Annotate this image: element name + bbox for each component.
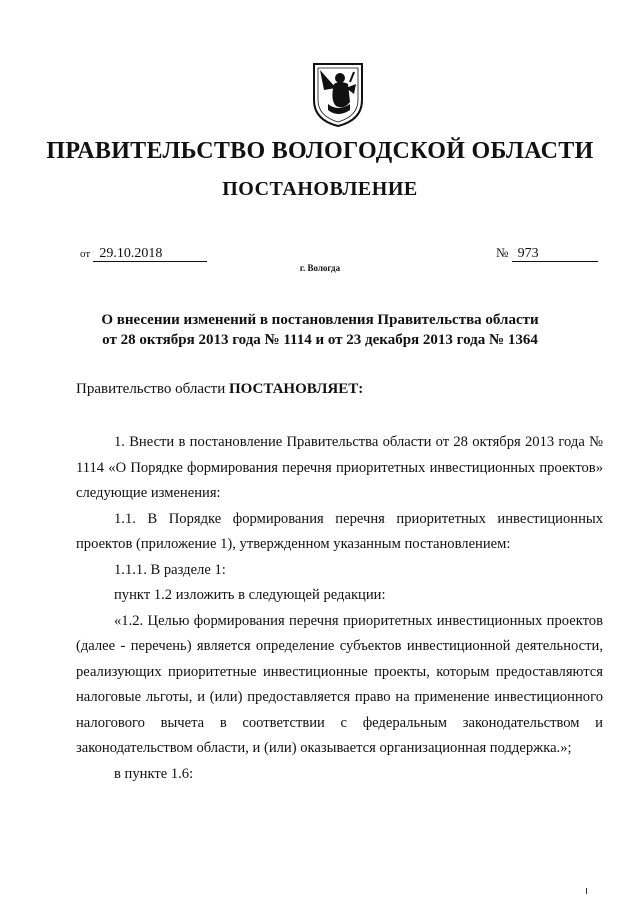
city-label: г. Вологда [299, 263, 341, 273]
coat-of-arms-icon [310, 60, 366, 128]
government-title: ПРАВИТЕЛЬСТВО ВОЛОГОДСКОЙ ОБЛАСТИ [46, 138, 594, 164]
subject-line-2: от 28 октября 2013 года № 1114 и от 23 декабря 2013 года № 1364 [102, 332, 538, 348]
date-label: от [80, 248, 91, 260]
document-type-heading: ПОСТАНОВЛЕНИЕ [222, 178, 418, 200]
page-mark [586, 888, 587, 894]
paragraph-3: 1.1.1. В разделе 1: [114, 561, 226, 578]
document-date [80, 245, 207, 262]
paragraph-2: 1.1. В Порядке формирования перечня приоритетных инвестиционных проектов (приложение 1), утвержденном указанным постановлением: [76, 510, 603, 552]
document-subject [60, 310, 580, 350]
preamble-emphasis: ПОСТАНОВЛЯЕТ: [228, 381, 364, 397]
paragraph-1: 1. Внести в постановление Правительства области от 28 октября 2013 года № 1114 «О Порядке формирования перечня приоритетных инвестиционных проектов» следующие изменения: [76, 434, 603, 501]
subject-line-1: О внесении изменений в постановления Правительства области [101, 312, 539, 328]
document-body [76, 430, 603, 787]
paragraph-4: пункт 1.2 изложить в следующей редакции: [114, 587, 386, 603]
paragraph-5: «1.2. Целью формирования перечня приоритетных инвестиционных проектов (далее - перечень) является определение субъектов инвестиционной деятельности, реализующих приоритетные инвестиционные проекты, которым предоставляются налоговые льготы, и (или) предоставляется право на применение инвестиционного налогового вычета в соответствии с федеральным законодательством и законодательством области, и (или) оказывается организационная поддержка.»; [76, 612, 603, 756]
number-value: 973 [512, 246, 598, 262]
document-number [496, 245, 598, 262]
date-value: 29.10.2018 [93, 246, 207, 262]
preamble [76, 381, 363, 398]
paragraph-6: в пункте 1.6: [114, 765, 194, 782]
number-label: № [496, 245, 509, 260]
preamble-text: Правительство области [76, 381, 229, 397]
